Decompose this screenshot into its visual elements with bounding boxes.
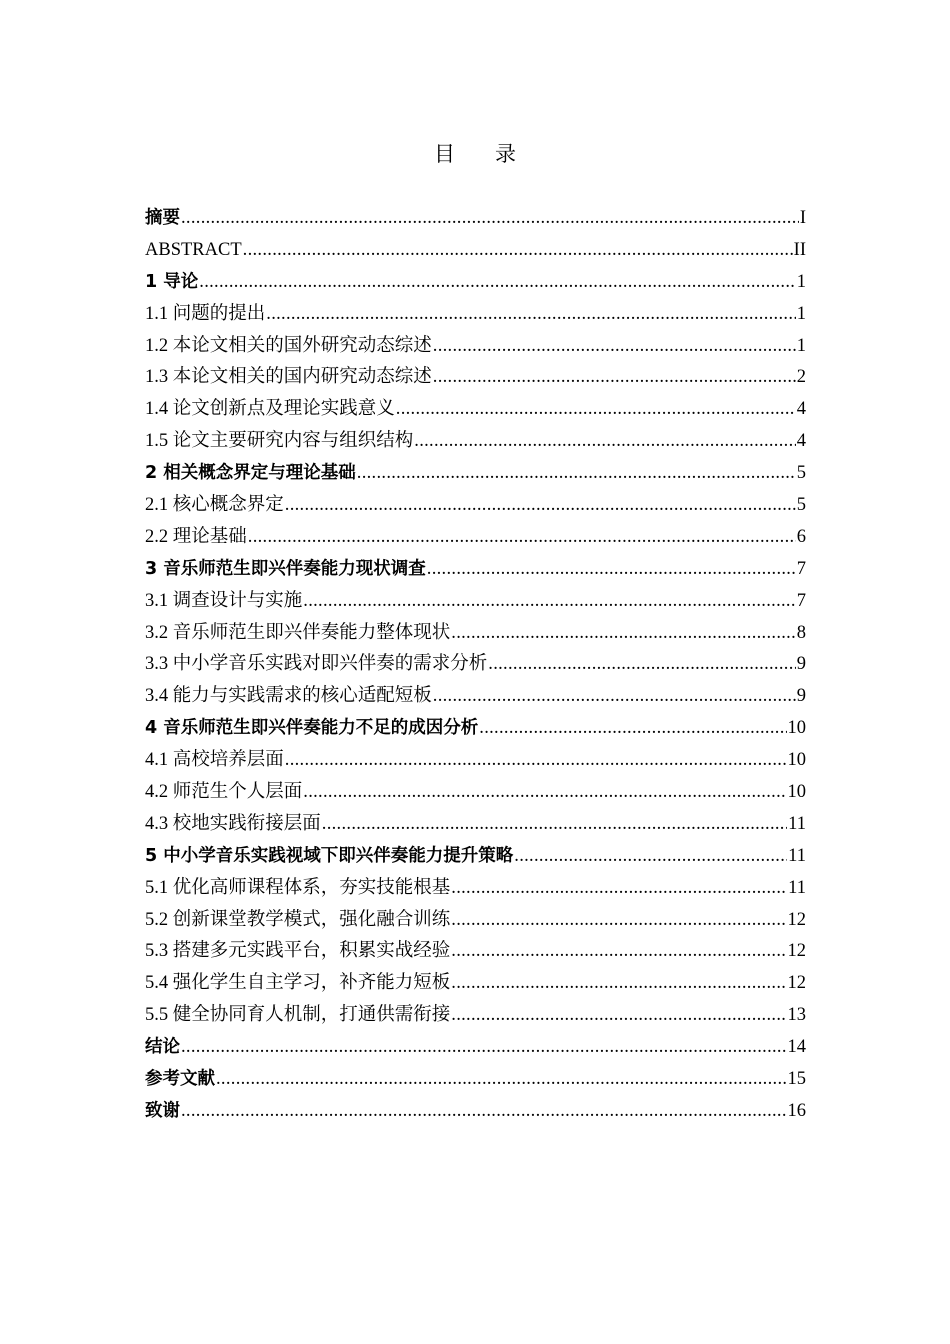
toc-dot-leader xyxy=(451,968,786,1000)
toc-dot-leader xyxy=(451,618,795,650)
toc-entry[interactable] xyxy=(145,362,806,394)
toc-dot-leader xyxy=(181,1032,787,1064)
toc-entry-label: 3.2 音乐师范生即兴伴奏能力整体现状 xyxy=(145,622,451,643)
toc-entry[interactable] xyxy=(145,1064,806,1096)
toc-entry-page-number: 5 xyxy=(796,463,806,484)
toc-dot-leader xyxy=(479,713,786,745)
toc-entry-label: 2.1 核心概念界定 xyxy=(145,495,284,516)
toc-entry-page-number: 9 xyxy=(796,654,806,675)
toc-entry[interactable] xyxy=(145,1000,806,1032)
toc-entry-label: 参考文献 xyxy=(145,1069,215,1090)
toc-entry-page-number: 5 xyxy=(796,495,806,516)
toc-entry-label: 3 音乐师范生即兴伴奏能力现状调查 xyxy=(145,558,426,579)
toc-entry-label: 1.4 论文创新点及理论实践意义 xyxy=(145,399,395,420)
toc-dot-leader xyxy=(303,777,786,809)
toc-entry-page-number: 4 xyxy=(796,431,806,452)
toc-entry-label: 结论 xyxy=(145,1037,180,1058)
toc-entry-label: 2 相关概念界定与理论基础 xyxy=(145,463,356,484)
toc-dot-leader xyxy=(488,649,795,681)
toc-dot-leader xyxy=(199,267,795,299)
toc-dot-leader xyxy=(266,299,795,331)
toc-entry-label: 4.3 校地实践衔接层面 xyxy=(145,813,321,834)
toc-entry[interactable] xyxy=(145,841,806,873)
toc-entry-page-number: 11 xyxy=(788,877,806,898)
toc-dot-leader xyxy=(451,905,786,937)
toc-dot-leader xyxy=(433,331,796,363)
toc-entry[interactable] xyxy=(145,426,806,458)
toc-entry-page-number: 12 xyxy=(787,973,806,994)
toc-entry-label: 1.5 论文主要研究内容与组织结构 xyxy=(145,431,414,452)
toc-entry[interactable] xyxy=(145,458,806,490)
toc-entry-page-number: 10 xyxy=(787,718,806,739)
toc-entry[interactable] xyxy=(145,299,806,331)
toc-dot-leader xyxy=(285,745,787,777)
toc-entry-page-number: 13 xyxy=(787,1005,806,1026)
toc-entry[interactable] xyxy=(145,745,806,777)
toc-dot-leader xyxy=(433,362,796,394)
toc-entry[interactable] xyxy=(145,649,806,681)
toc-entry-page-number: 2 xyxy=(796,367,806,388)
toc-entry-page-number: I xyxy=(799,208,806,228)
toc-entry-label: 摘要 xyxy=(145,208,180,228)
toc-dot-leader xyxy=(433,681,796,713)
toc-entry-page-number: 4 xyxy=(796,399,806,420)
toc-entry[interactable] xyxy=(145,490,806,522)
toc-entry-label: 5.5 健全协同育人机制，打通供需衔接 xyxy=(145,1005,451,1026)
toc-dot-leader xyxy=(181,203,799,235)
toc-dot-leader xyxy=(514,841,787,873)
toc-entry-page-number: 6 xyxy=(796,526,806,547)
toc-entry-page-number: 10 xyxy=(787,782,806,803)
toc-entry-label: 5.3 搭建多元实践平台，积累实战经验 xyxy=(145,941,451,962)
toc-entry[interactable] xyxy=(145,936,806,968)
toc-entry-page-number: 11 xyxy=(788,845,806,866)
toc-entry[interactable] xyxy=(145,618,806,650)
toc-entry-page-number: 12 xyxy=(787,909,806,930)
toc-entry[interactable] xyxy=(145,968,806,1000)
toc-entry-label: 4.2 师范生个人层面 xyxy=(145,782,303,803)
toc-entry[interactable] xyxy=(145,331,806,363)
toc-dot-leader xyxy=(451,936,786,968)
toc-entry-page-number: 9 xyxy=(796,686,806,707)
toc-entry[interactable] xyxy=(145,905,806,937)
toc-entry-label: 4 音乐师范生即兴伴奏能力不足的成因分析 xyxy=(145,718,479,739)
toc-dot-leader xyxy=(357,458,796,490)
toc-dot-leader xyxy=(181,1096,787,1128)
toc-dot-leader xyxy=(248,522,796,554)
toc-entry[interactable] xyxy=(145,681,806,713)
toc-entry-page-number: 1 xyxy=(796,303,806,324)
toc-entry-page-number: 14 xyxy=(787,1037,806,1058)
toc-entry-page-number: 7 xyxy=(796,558,806,579)
toc-entry-page-number: 8 xyxy=(796,622,806,643)
toc-entry-label: 5.2 创新课堂教学模式，强化融合训练 xyxy=(145,909,451,930)
toc-entry-label: 致谢 xyxy=(145,1100,180,1121)
toc-entry[interactable] xyxy=(145,713,806,745)
toc-dot-leader xyxy=(285,490,796,522)
toc-dot-leader xyxy=(427,554,796,586)
toc-entry-page-number: 16 xyxy=(787,1100,806,1121)
toc-dot-leader xyxy=(451,1000,786,1032)
toc-entry-label: 5.4 强化学生自主学习，补齐能力短板 xyxy=(145,973,451,994)
toc-entry-label: 1 导论 xyxy=(145,271,199,292)
toc-list xyxy=(145,203,806,1128)
toc-entry-label: 3.1 调查设计与实施 xyxy=(145,590,303,611)
toc-entry[interactable] xyxy=(145,1032,806,1064)
toc-entry[interactable] xyxy=(145,777,806,809)
toc-dot-leader xyxy=(303,586,795,618)
toc-entry-page-number: 1 xyxy=(796,271,806,292)
toc-entry[interactable] xyxy=(145,809,806,841)
toc-entry[interactable] xyxy=(145,203,806,235)
toc-entry-label: 3.4 能力与实践需求的核心适配短板 xyxy=(145,686,432,707)
toc-entry-label: 1.3 本论文相关的国内研究动态综述 xyxy=(145,367,432,388)
toc-entry-page-number: 15 xyxy=(787,1069,806,1090)
toc-entry[interactable] xyxy=(145,267,806,299)
toc-entry-label: 1.1 问题的提出 xyxy=(145,303,266,324)
toc-entry-page-number: 11 xyxy=(788,813,806,834)
toc-dot-leader xyxy=(243,235,793,267)
toc-entry[interactable] xyxy=(145,873,806,905)
toc-entry[interactable] xyxy=(145,554,806,586)
toc-dot-leader xyxy=(396,394,796,426)
toc-dot-leader xyxy=(322,809,787,841)
toc-dot-leader xyxy=(216,1064,787,1096)
toc-dot-leader xyxy=(414,426,795,458)
toc-entry-label: 1.2 本论文相关的国外研究动态综述 xyxy=(145,335,432,356)
toc-entry-label: 3.3 中小学音乐实践对即兴伴奏的需求分析 xyxy=(145,654,488,675)
toc-entry-page-number: 12 xyxy=(787,941,806,962)
toc-title: 目录 xyxy=(434,142,556,166)
toc-entry[interactable] xyxy=(145,394,806,426)
toc-entry-label: 5.1 优化高师课程体系，夯实技能根基 xyxy=(145,877,451,898)
toc-entry[interactable] xyxy=(145,586,806,618)
toc-entry-page-number: 10 xyxy=(787,750,806,771)
toc-entry-page-number: 1 xyxy=(796,335,806,356)
toc-entry-label: 4.1 高校培养层面 xyxy=(145,750,284,771)
toc-entry[interactable] xyxy=(145,1096,806,1128)
toc-entry-page-number: 7 xyxy=(796,590,806,611)
toc-entry-page-number: II xyxy=(793,239,806,260)
toc-entry[interactable] xyxy=(145,235,806,267)
toc-entry-label: 5 中小学音乐实践视域下即兴伴奏能力提升策略 xyxy=(145,845,514,866)
toc-entry-label: ABSTRACT xyxy=(145,239,242,260)
toc-dot-leader xyxy=(451,873,787,905)
toc-entry[interactable] xyxy=(145,522,806,554)
toc-entry-label: 2.2 理论基础 xyxy=(145,526,247,547)
